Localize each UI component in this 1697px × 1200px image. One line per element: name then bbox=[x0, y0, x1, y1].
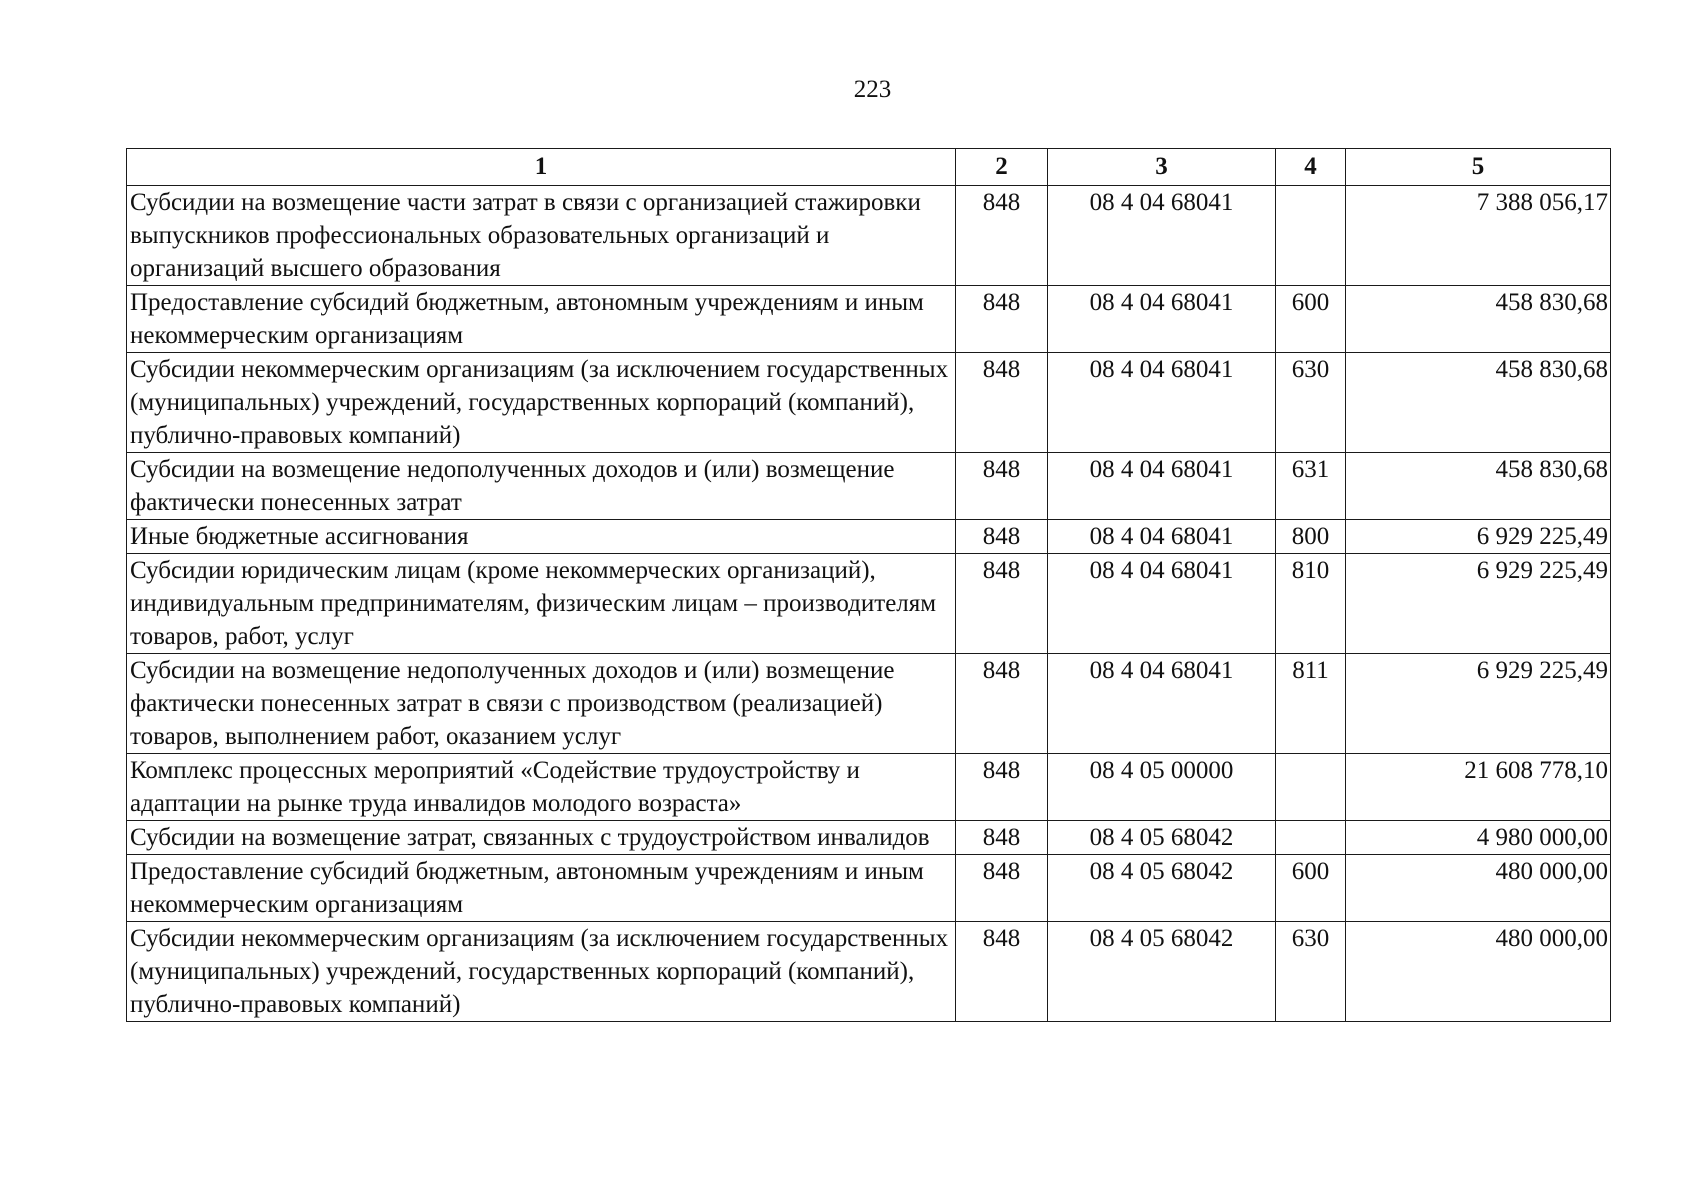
row-code: 848 bbox=[956, 186, 1048, 286]
table-row bbox=[127, 554, 1611, 654]
row-expense-type: 811 bbox=[1276, 654, 1346, 754]
row-code: 848 bbox=[956, 286, 1048, 353]
row-name: Субсидии некоммерческим организациям (за исключением государственных (муниципальных) учреждений, государственных корпораций (компаний), публично-правовых компаний) bbox=[127, 353, 956, 453]
table-row bbox=[127, 855, 1611, 922]
row-code: 848 bbox=[956, 821, 1048, 855]
row-target-article: 08 4 04 68041 bbox=[1048, 453, 1276, 520]
row-amount: 6 929 225,49 bbox=[1346, 554, 1611, 654]
row-target-article: 08 4 04 68041 bbox=[1048, 353, 1276, 453]
row-code: 848 bbox=[956, 922, 1048, 1022]
header-col-2: 2 bbox=[956, 149, 1048, 186]
row-name: Иные бюджетные ассигнования bbox=[127, 520, 956, 554]
row-code: 848 bbox=[956, 654, 1048, 754]
row-code: 848 bbox=[956, 855, 1048, 922]
row-amount: 480 000,00 bbox=[1346, 855, 1611, 922]
row-expense-type: 631 bbox=[1276, 453, 1346, 520]
row-expense-type: 630 bbox=[1276, 922, 1346, 1022]
row-expense-type: 630 bbox=[1276, 353, 1346, 453]
row-amount: 458 830,68 bbox=[1346, 453, 1611, 520]
table-row bbox=[127, 922, 1611, 1022]
row-amount: 4 980 000,00 bbox=[1346, 821, 1611, 855]
budget-table bbox=[126, 148, 1611, 1022]
row-target-article: 08 4 04 68041 bbox=[1048, 286, 1276, 353]
row-expense-type bbox=[1276, 821, 1346, 855]
row-name: Субсидии на возмещение недополученных доходов и (или) возмещение фактически понесенных затрат bbox=[127, 453, 956, 520]
table-row bbox=[127, 654, 1611, 754]
row-amount: 7 388 056,17 bbox=[1346, 186, 1611, 286]
row-name: Субсидии юридическим лицам (кроме некоммерческих организаций), индивидуальным предпринимателям, физическим лицам – производителям товаров, работ, услуг bbox=[127, 554, 956, 654]
row-name: Субсидии некоммерческим организациям (за исключением государственных (муниципальных) учреждений, государственных корпораций (компаний), публично-правовых компаний) bbox=[127, 922, 956, 1022]
row-name: Субсидии на возмещение недополученных доходов и (или) возмещение фактически понесенных затрат в связи с производством (реализацией) товаров, выполнением работ, оказанием услуг bbox=[127, 654, 956, 754]
row-expense-type: 810 bbox=[1276, 554, 1346, 654]
row-target-article: 08 4 04 68041 bbox=[1048, 186, 1276, 286]
header-col-3: 3 bbox=[1048, 149, 1276, 186]
row-code: 848 bbox=[956, 520, 1048, 554]
row-amount: 6 929 225,49 bbox=[1346, 654, 1611, 754]
row-name: Субсидии на возмещение части затрат в связи с организацией стажировки выпускников профессиональных образовательных организаций и организаций высшего образования bbox=[127, 186, 956, 286]
row-name: Предоставление субсидий бюджетным, автономным учреждениям и иным некоммерческим организациям bbox=[127, 286, 956, 353]
header-col-1: 1 bbox=[127, 149, 956, 186]
table-row bbox=[127, 186, 1611, 286]
row-code: 848 bbox=[956, 453, 1048, 520]
table-row bbox=[127, 453, 1611, 520]
row-code: 848 bbox=[956, 353, 1048, 453]
row-expense-type bbox=[1276, 754, 1346, 821]
row-target-article: 08 4 04 68041 bbox=[1048, 520, 1276, 554]
row-amount: 458 830,68 bbox=[1346, 286, 1611, 353]
row-target-article: 08 4 05 68042 bbox=[1048, 922, 1276, 1022]
header-col-4: 4 bbox=[1276, 149, 1346, 186]
row-code: 848 bbox=[956, 754, 1048, 821]
row-expense-type: 600 bbox=[1276, 286, 1346, 353]
row-name: Комплекс процессных мероприятий «Содействие трудоустройству и адаптации на рынке труда инвалидов молодого возраста» bbox=[127, 754, 956, 821]
page-number: 223 bbox=[853, 76, 892, 103]
row-name: Предоставление субсидий бюджетным, автономным учреждениям и иным некоммерческим организациям bbox=[127, 855, 956, 922]
table-row bbox=[127, 821, 1611, 855]
table-row bbox=[127, 286, 1611, 353]
row-amount: 458 830,68 bbox=[1346, 353, 1611, 453]
table-header-row bbox=[127, 149, 1611, 186]
row-target-article: 08 4 05 00000 bbox=[1048, 754, 1276, 821]
table-row bbox=[127, 754, 1611, 821]
row-amount: 6 929 225,49 bbox=[1346, 520, 1611, 554]
row-target-article: 08 4 04 68041 bbox=[1048, 654, 1276, 754]
row-amount: 21 608 778,10 bbox=[1346, 754, 1611, 821]
row-expense-type: 800 bbox=[1276, 520, 1346, 554]
header-col-5: 5 bbox=[1346, 149, 1611, 186]
row-target-article: 08 4 04 68041 bbox=[1048, 554, 1276, 654]
row-code: 848 bbox=[956, 554, 1048, 654]
table-row bbox=[127, 353, 1611, 453]
row-expense-type bbox=[1276, 186, 1346, 286]
row-target-article: 08 4 05 68042 bbox=[1048, 855, 1276, 922]
table-row bbox=[127, 520, 1611, 554]
row-amount: 480 000,00 bbox=[1346, 922, 1611, 1022]
row-expense-type: 600 bbox=[1276, 855, 1346, 922]
row-target-article: 08 4 05 68042 bbox=[1048, 821, 1276, 855]
row-name: Субсидии на возмещение затрат, связанных с трудоустройством инвалидов bbox=[127, 821, 956, 855]
